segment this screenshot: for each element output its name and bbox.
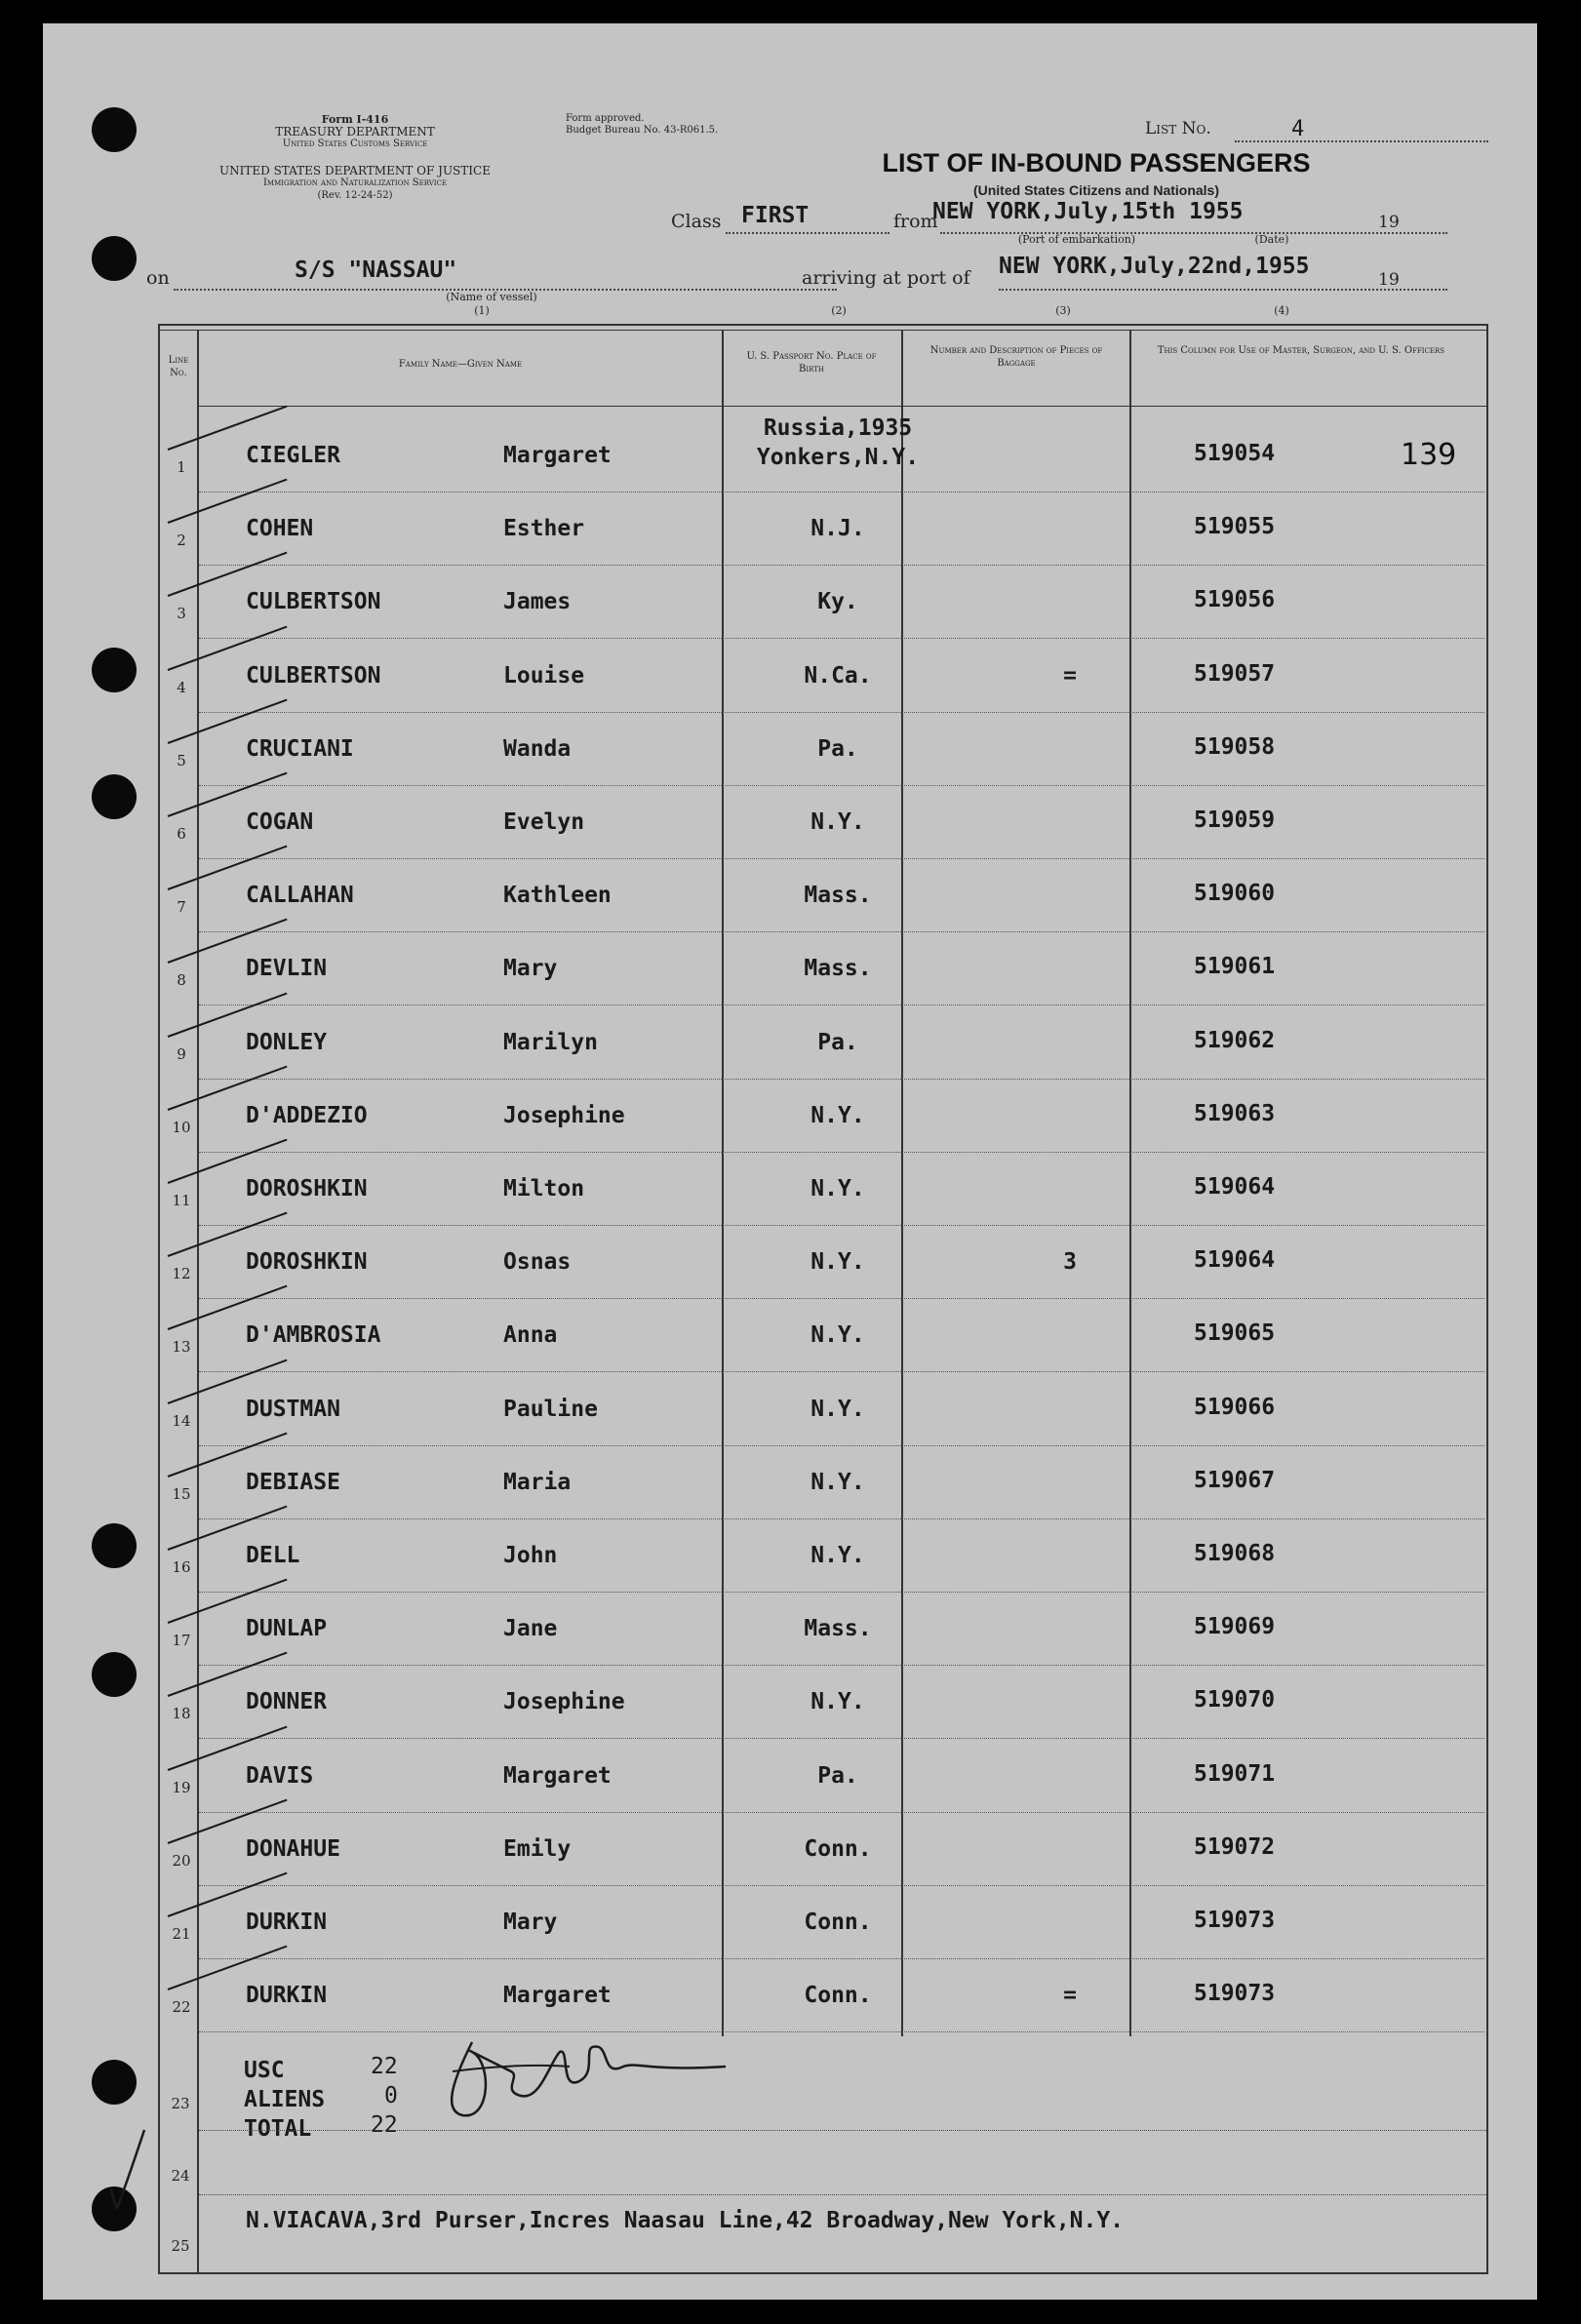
table-row [43, 1153, 1537, 1226]
table-row [43, 1886, 1537, 1959]
vessel-name-label: (Name of vessel) [446, 291, 537, 303]
arrival-value: NEW YORK,July,22nd,1955 [999, 254, 1310, 279]
column-header-name: Family Name—Given Name [398, 359, 523, 370]
column-number-2: (2) [831, 304, 847, 317]
line-number: 8 [177, 971, 186, 990]
table-row [43, 1446, 1537, 1519]
place-of-birth: Mass. [804, 1616, 872, 1642]
family-name: DOROSHKIN [246, 1176, 368, 1201]
place-of-birth: Pa. [817, 1762, 858, 1789]
line-number: 1 [177, 458, 186, 476]
place-of-birth: N.Y. [810, 1176, 865, 1201]
line-number: 21 [172, 1925, 191, 1943]
officer-number: 519067 [1194, 1467, 1276, 1493]
page-number: 139 [1401, 438, 1457, 472]
treasury-label: TREASURY DEPARTMENT [275, 125, 435, 138]
family-name: DONAHUE [246, 1835, 340, 1862]
given-name: Mary [503, 1910, 558, 1935]
check-mark [101, 2120, 160, 2218]
family-name: DEVLIN [246, 956, 328, 982]
officer-number: 519061 [1194, 954, 1276, 980]
given-name: Milton [503, 1176, 585, 1201]
column-header-line: Line No. [168, 355, 189, 378]
table-row [43, 1006, 1537, 1080]
officer-number: 519060 [1194, 881, 1276, 907]
given-name: Osnas [503, 1249, 572, 1276]
handwritten-signature [433, 2023, 784, 2140]
family-name: DEBIASE [246, 1469, 340, 1495]
officer-number: 519071 [1194, 1760, 1276, 1787]
table-row [43, 1226, 1537, 1299]
usc-value: 22 [371, 2054, 398, 2079]
place-of-birth: Mass. [804, 956, 872, 982]
officer-number: 519057 [1194, 660, 1276, 687]
given-name: Maria [503, 1469, 572, 1495]
baggage-count: 3 [1063, 1249, 1077, 1276]
family-name: DELL [246, 1543, 300, 1568]
place-of-birth: Conn. [804, 1983, 872, 2009]
revision-label: (Rev. 12-24-52) [317, 190, 393, 201]
family-name: D'AMBROSIA [246, 1322, 381, 1349]
table-row [43, 640, 1537, 713]
officer-number: 519056 [1194, 587, 1276, 613]
baggage-count: = [1063, 662, 1077, 689]
form-approved: Form approved. [566, 113, 645, 124]
line-number: 22 [172, 1998, 191, 2017]
line-number: 10 [172, 1118, 191, 1136]
column-header-officers: This Column for Use of Master, Surgeon, and U. S. Officers [1157, 345, 1445, 356]
line-number: 9 [177, 1044, 186, 1063]
officer-number: 519058 [1194, 733, 1276, 760]
place-of-birth: N.Y. [810, 1102, 865, 1128]
given-name: Margaret [503, 1983, 612, 2009]
line-number: 7 [177, 898, 186, 917]
family-name: COGAN [246, 809, 314, 835]
officer-number: 519068 [1194, 1541, 1276, 1566]
family-name: DUSTMAN [246, 1396, 340, 1422]
immigration-label: Immigration and Naturalization Service [262, 177, 448, 188]
place-of-birth: N.Y. [810, 1396, 865, 1422]
officer-number: 519066 [1194, 1394, 1276, 1420]
place-of-birth: N.Y. [810, 1249, 865, 1276]
family-name: DURKIN [246, 1983, 328, 2009]
place-of-birth: Russia,1935 Yonkers,N.Y. [756, 415, 920, 470]
table-row [43, 786, 1537, 859]
table-row [43, 859, 1537, 932]
year-suffix: 19 [1378, 213, 1400, 232]
year-suffix-2: 19 [1378, 270, 1400, 290]
given-name: Evelyn [503, 809, 585, 835]
table-row [43, 1080, 1537, 1153]
line-number: 16 [172, 1558, 191, 1576]
customs-label: United States Customs Service [282, 138, 428, 149]
place-of-birth: Mass. [804, 883, 872, 909]
table-row [43, 1519, 1537, 1593]
total-value: 22 [371, 2112, 398, 2138]
header-bottom-rule [199, 406, 1486, 407]
row-rule [199, 2031, 1484, 2032]
table-row [43, 415, 1537, 492]
place-of-birth: Ky. [817, 589, 858, 615]
officer-number: 519073 [1194, 1908, 1276, 1933]
page-subtitle: (United States Citizens and Nationals) [972, 182, 1220, 198]
officer-number: 519072 [1194, 1833, 1276, 1860]
line-number: 15 [172, 1484, 191, 1503]
given-name: James [503, 589, 572, 615]
line-rule-23 [199, 2130, 1486, 2131]
line-number: 19 [172, 1778, 191, 1796]
place-of-birth: N.Ca. [804, 662, 872, 689]
purser-line: N.VIACAVA,3rd Purser,Incres Naasau Line,42 Broadway,New York,N.Y. [246, 2208, 1125, 2233]
table-row [43, 1666, 1537, 1739]
table-row [43, 1593, 1537, 1666]
punch-hole [92, 107, 137, 152]
port-embarkation-label: (Port of embarkation) [1017, 233, 1136, 246]
officer-number: 519064 [1194, 1174, 1276, 1200]
column-number-1: (1) [474, 304, 490, 317]
list-no-line [1235, 140, 1488, 142]
vessel-name: S/S "NASSAU" [295, 257, 457, 283]
on-label: on [146, 267, 170, 289]
table-row [43, 1813, 1537, 1886]
table-row [43, 1959, 1537, 2032]
place-of-birth: Pa. [817, 735, 858, 762]
justice-label: UNITED STATES DEPARTMENT OF JUSTICE [219, 164, 491, 177]
manifest-page [43, 23, 1537, 2300]
place-of-birth: N.Y. [810, 1689, 865, 1715]
given-name: Margaret [503, 1762, 612, 1789]
line-rule-24 [199, 2194, 1486, 2195]
arriving-label: arriving at port of [802, 267, 970, 289]
table-row [43, 713, 1537, 786]
officer-number: 519054 [1194, 441, 1276, 466]
table-bottom-border [158, 2272, 1488, 2274]
given-name: Louise [503, 662, 585, 689]
given-name: Josephine [503, 1689, 625, 1715]
family-name: D'ADDEZIO [246, 1102, 368, 1128]
table-row [43, 566, 1537, 639]
family-name: DAVIS [246, 1762, 314, 1789]
aliens-label: ALIENS [244, 2087, 326, 2112]
page-title: LIST OF IN-BOUND PASSENGERS [882, 148, 1311, 177]
punch-hole [92, 2060, 137, 2105]
officer-number: 519069 [1194, 1614, 1276, 1640]
family-name: DONNER [246, 1689, 328, 1715]
budget-number: Budget Bureau No. 43-R061.5. [566, 125, 719, 136]
list-no-label: List No. [1145, 119, 1211, 138]
line-number: 20 [172, 1851, 191, 1870]
table-row [43, 1740, 1537, 1813]
line-number: 2 [177, 532, 186, 550]
class-label: Class [671, 211, 722, 232]
family-name: CULBERTSON [246, 662, 381, 689]
family-name: CALLAHAN [246, 883, 354, 909]
place-of-birth: Conn. [804, 1835, 872, 1862]
family-name: DUNLAP [246, 1616, 328, 1642]
family-name: DONLEY [246, 1029, 328, 1055]
given-name: Mary [503, 956, 558, 982]
place-of-birth: Conn. [804, 1910, 872, 1935]
given-name: Anna [503, 1322, 558, 1349]
line-number: 3 [177, 605, 186, 623]
officer-number: 519062 [1194, 1027, 1276, 1053]
family-name: DURKIN [246, 1910, 328, 1935]
from-value: NEW YORK,July,15th 1955 [932, 199, 1244, 224]
form-number: Form I-416 [321, 113, 389, 126]
given-name: Pauline [503, 1396, 598, 1422]
place-of-birth: N.Y. [810, 1469, 865, 1495]
date-label: (Date) [1254, 233, 1289, 246]
officer-number: 519070 [1194, 1687, 1276, 1713]
line-number: 13 [172, 1338, 191, 1357]
line-number: 17 [172, 1632, 191, 1650]
family-name: COHEN [246, 516, 314, 542]
officer-number: 519055 [1194, 514, 1276, 540]
column-header-birth: U. S. Passport No. Place of Birth [746, 351, 877, 374]
total-label: TOTAL [244, 2116, 312, 2142]
line-number: 6 [177, 825, 186, 843]
officer-number: 519063 [1194, 1100, 1276, 1126]
given-name: Margaret [503, 443, 612, 468]
given-name: Esther [503, 516, 585, 542]
line-number: 18 [172, 1705, 191, 1723]
line-number: 5 [177, 751, 186, 769]
given-name: Jane [503, 1616, 558, 1642]
table-row [43, 492, 1537, 566]
given-name: Emily [503, 1835, 572, 1862]
place-of-birth: Pa. [817, 1029, 858, 1055]
aliens-value: 0 [384, 2083, 398, 2108]
table-top-border [158, 324, 1488, 326]
table-row [43, 932, 1537, 1005]
officer-number: 519065 [1194, 1320, 1276, 1347]
column-number-3: (3) [1055, 304, 1071, 317]
line-number-25: 25 [171, 2237, 190, 2255]
line-number-24: 24 [171, 2167, 190, 2185]
punch-hole [92, 236, 137, 281]
place-of-birth: N.J. [810, 516, 865, 542]
baggage-count: = [1063, 1983, 1077, 2009]
class-value: FIRST [741, 203, 810, 228]
column-number-4: (4) [1274, 304, 1289, 317]
line-number-23: 23 [171, 2095, 190, 2112]
table-row [43, 1373, 1537, 1446]
family-name: DOROSHKIN [246, 1249, 368, 1276]
given-name: Marilyn [503, 1029, 598, 1055]
class-line [726, 232, 889, 234]
table-top-border-2 [158, 330, 1488, 331]
given-name: John [503, 1543, 558, 1568]
family-name: CIEGLER [246, 443, 340, 468]
line-number: 11 [172, 1192, 191, 1209]
line-number: 12 [172, 1265, 191, 1283]
given-name: Kathleen [503, 883, 612, 909]
place-of-birth: N.Y. [810, 1322, 865, 1349]
list-no-value: 4 [1291, 117, 1305, 141]
officer-number: 519073 [1194, 1981, 1276, 2007]
from-label: from [893, 211, 938, 232]
officer-number: 519059 [1194, 807, 1276, 833]
officer-number: 519064 [1194, 1247, 1276, 1274]
family-name: CULBERTSON [246, 589, 381, 615]
given-name: Josephine [503, 1102, 625, 1128]
table-row [43, 1299, 1537, 1372]
line-number: 4 [177, 678, 186, 696]
place-of-birth: N.Y. [810, 809, 865, 835]
line-number: 14 [172, 1411, 191, 1430]
family-name: CRUCIANI [246, 735, 354, 762]
usc-label: USC [244, 2058, 285, 2083]
column-header-baggage: Number and Description of Pieces of Baggage [929, 345, 1103, 369]
given-name: Wanda [503, 735, 572, 762]
place-of-birth: N.Y. [810, 1543, 865, 1568]
